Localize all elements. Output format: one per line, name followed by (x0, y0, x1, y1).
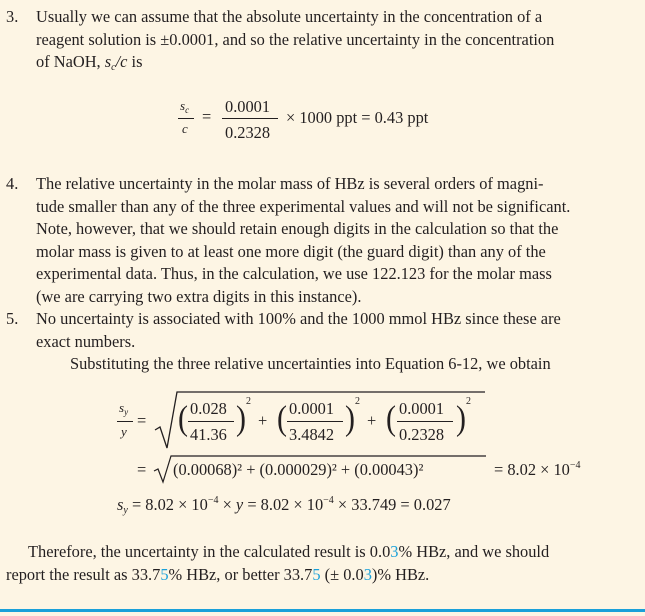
eq2-lhs-num: $s_y$ (119, 400, 129, 417)
conclusion-line-1: Therefore, the uncertainty in the calculated result is 0.03% HBz, and we should (28, 542, 550, 561)
step-4-number: 4. (6, 174, 19, 193)
bottom-accent-rule (0, 609, 645, 612)
eq2-term3-exp: 2 (466, 396, 471, 407)
eq2-term1-open-paren: ( (178, 399, 188, 438)
step-4-line-6: (we are carrying two extra digits in this instance). (36, 286, 362, 306)
step-3-prefix: of NaOH, (36, 52, 101, 71)
step-4-line-3: Note, however, that we should retain enough digits in the calculation so that the (36, 219, 559, 238)
step-3-sub-c: c (111, 62, 116, 73)
eq1-equals: = (202, 107, 212, 126)
step-4-line-4: molar mass is given to at least one more digit (the guard digit) than any of the (36, 241, 546, 261)
eq2-term3-den: 0.2328 (399, 425, 445, 444)
eq2-term3-num: 0.0001 (399, 399, 445, 418)
eq3-radicand: (0.00068)² + (0.000029)² + (0.00043)² (173, 460, 424, 479)
eq2-term2-close-paren: ) (345, 399, 355, 438)
step-3-suffix: is (131, 52, 143, 71)
eq2-term1-close-paren: ) (236, 399, 246, 438)
eq2-equals: = (137, 411, 147, 430)
step-3-line-3 (36, 51, 636, 80)
eq2-term3-open-paren: ( (386, 399, 396, 438)
eq2-term2-bar (287, 421, 343, 422)
step-3-text (36, 6, 636, 80)
eq2-term2-exp: 2 (355, 396, 360, 407)
conclusion-line-2: report the result as 33.75% HBz, or better 33.75 (± 0.03)% HBz. (6, 565, 430, 584)
step-3-line-1: Usually we can assume that the absolute uncertainty in the concentration of a (36, 7, 543, 26)
eq2-term2-num: 0.0001 (289, 399, 335, 418)
eq2-term2-den: 3.4842 (289, 425, 335, 444)
eq1-denominator: 0.2328 (225, 123, 271, 142)
step-4-line-5: experimental data. Thus, in the calculation, we use 122.123 for the molar mass (36, 264, 552, 283)
eq1-lhs-num: $s_c$ (180, 98, 190, 115)
eq2-term1-exp: 2 (246, 396, 251, 407)
eq1-lhs-fraction-bar (178, 118, 194, 119)
eq2-term1-num: 0.028 (190, 399, 227, 418)
eq2-term3-close-paren: ) (456, 399, 466, 438)
eq2-term3-bar (397, 421, 453, 422)
step-3-s: s (104, 52, 112, 71)
equation-absolute-uncertainty: $s_y = 8.02 \times 10^{-4} \times y = 8.02 \times 10^{-4} \times 33.749 = 0.027$ (117, 495, 451, 516)
eq1-fraction-bar (222, 118, 278, 119)
step-4-text (36, 173, 636, 308)
step-4-line-2: tude smaller than any of the three experimental values and will not be significant. (36, 196, 571, 216)
step-4-line-1: The relative uncertainty in the molar mass of HBz is several orders of magni- (36, 174, 544, 193)
step-5-line-2: exact numbers. (36, 331, 136, 351)
step-5-line-1: No uncertainty is associated with 100% and the 1000 mmol HBz since these are (36, 309, 561, 328)
substituting-sentence: Substituting the three relative uncertainties into Equation 6-12, we obtain (70, 354, 551, 373)
step-3-line-2: reagent solution is ±0.0001, and so the relative uncertainty in the concentration (36, 29, 555, 49)
eq1-lhs-den: c (182, 121, 188, 136)
eq2-term2-open-paren: ( (277, 399, 287, 438)
eq3-result: = $8.02 \times 10^{-4}$ (494, 460, 581, 479)
step-5-number: 5. (6, 309, 19, 328)
eq2-term1-bar (188, 421, 234, 422)
eq2-term1-den: 41.36 (190, 425, 227, 444)
eq2-plus-2: + (367, 411, 377, 430)
step-3-slash-c: /c (115, 52, 128, 71)
eq1-result: × 1000 ppt = 0.43 ppt (286, 108, 429, 127)
eq2-lhs-den: y (121, 424, 127, 439)
eq1-numerator: 0.0001 (225, 97, 271, 116)
step-5-text (36, 308, 636, 353)
eq2-plus-1: + (258, 411, 268, 430)
eq3-equals: = (137, 460, 147, 479)
eq2-lhs-fraction-bar (117, 421, 133, 422)
step-3-number: 3. (6, 7, 19, 26)
